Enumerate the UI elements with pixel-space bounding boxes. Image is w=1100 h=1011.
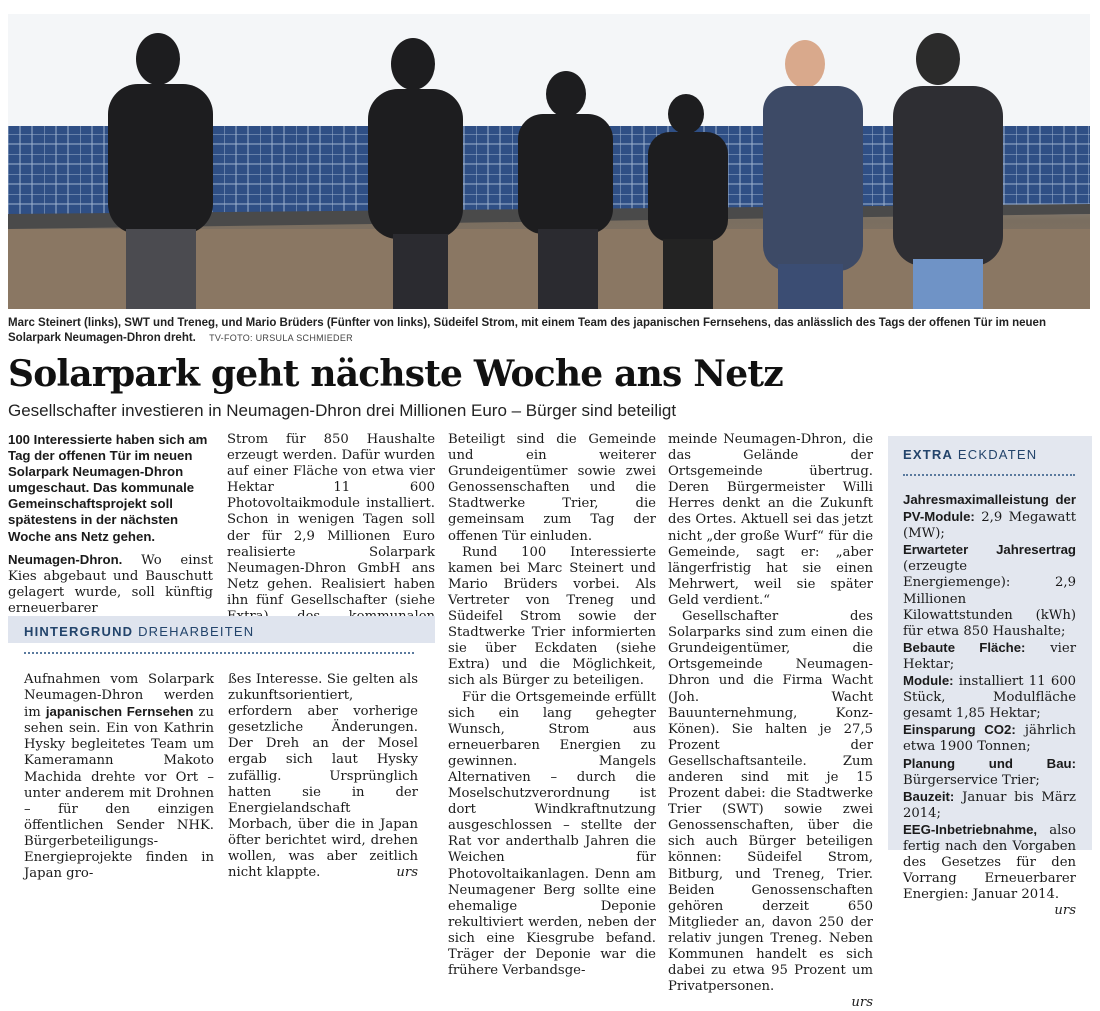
author-signature: urs (851, 995, 873, 1011)
fact-label: Jahresmaximalleistung der PV-Module: (903, 492, 1076, 525)
extra-topic: ECKDATEN (957, 447, 1038, 462)
body-paragraph: Rund 100 Interessierte kamen bei Marc Steinert und Mario Brüders vorbei. Als Vertreter von Treneg und Südeifel Strom sowie der Stadtwerke Trier informierten sie über Eckdaten (siehe Extra) und die Möglichkeit, sich als Bürger zu beteiligen. (448, 544, 656, 689)
extra-label: EXTRA (903, 447, 954, 462)
fact-item (903, 821, 1076, 919)
extra-facts (903, 492, 1076, 919)
background-box-title (24, 624, 254, 639)
caption-text: Marc Steinert (links), SWT und Treneg, und Mario Brüders (Fünfter von links), Südeifel Strom, mit einem Team des japanischen Fernsehens, das anlässlich des Tags der offenen Tür im neuen Solarpark Neumagen-Dhron dreht. (8, 317, 1046, 344)
fact-item (903, 542, 1076, 640)
background-text: ßes Interesse. Sie gelten als zukunftsorientiert, erfordern aber vorherige gesetzliche Änderungen. Der Dreh an der Mosel ergab sich laut Hysky zufällig. Ursprünglich hatten sie in der Energielandschaft Morbach, über die in Japan öfter berichtet wird, drehen wollen, was aber zeitlich nicht klappte. (228, 672, 418, 881)
fact-value: Bürgerservice Trier; (903, 772, 1040, 788)
fact-label: Bebaute Fläche: (903, 639, 1026, 655)
background-text-col1 (24, 672, 214, 882)
fact-item (903, 673, 1076, 722)
fact-value: also fertig nach den Vorgaben des Gesetzes für den Vorrang Erneuerbarer Energien: Januar 2014. (903, 822, 1076, 903)
photo-credit: TV-FOTO: URSULA SCHMIEDER (209, 333, 353, 343)
article-photo (8, 14, 1090, 309)
fact-label: Module: (903, 673, 954, 689)
headline: Solarpark geht nächste Woche ans Netz (8, 353, 783, 395)
extra-signature: urs (1054, 903, 1076, 919)
fact-item (903, 722, 1076, 755)
background-topic: DREHARBEITEN (138, 624, 255, 639)
body-paragraph: Wo einst Kies abgebaut und Bauschutt gelagert wurde, soll künftig erneuerbarer (8, 553, 213, 617)
fact-value: 2,9 Megawatt (MW); (903, 510, 1076, 542)
body-paragraph: meinde Neumagen-Dhron, die das Gelände der Ortsgemeinde übertrug. Deren Bürgermeister Willi Herres denkt an die Zukunft des Ortes. Aktuell sei das jetzt nicht „der große Wurf“ für die Gemeinde, sagt er: „aber längerfristig hat sie einen Mehrwert, weil sie später Geld verdient.“ (668, 432, 873, 608)
body-paragraph: Für die Ortsgemeinde erfüllt sich ein lang gehegter Wunsch, Strom aus erneuerbaren Energien zu gewinnen. Mangels Alternativen – durch die Moselschutzverordnung ist dort Windkraftnutzung ausgeschlossen – stellte der Rat vor anderthalb Jahren die Weichen für Photovoltaikanlagen. Denn am Neumagener Berg sollte eine ehemalige Deponie rekultiviert werden, neben der sich eine Kiesgrube befand. Träger der Deponie war die frühere Verbandsge- (448, 689, 656, 979)
body-paragraph: Gesellschafter des Solarparks sind zum einen die Grundeigentümer, die Ortsgemeinde Neumagen-Dhron und die Firma Wacht (Joh. Wacht Bauunternehmung, Konz-Könen). Sie halten je 27,5 Prozent der Gesellschaftsanteile. Zum anderen sind mit je 15 Prozent dabei: die Stadtwerke Trier (SWT) sowie zwei Genossenschaften, über die sich auch Bürger beteiligen können: Südeifel Strom, Bitburg, und Treneg, Trier. Beiden Genossenschaften gehören derzeit 650 Mitglieder an, davon 250 der relativ jungen Treneg. Neben Kommunen handelt es sich dabei zu etwa 95 Prozent um Privatpersonen. (668, 609, 873, 995)
article-body-col4 (668, 432, 873, 1011)
background-text-bold: japanischen Fernsehen (45, 704, 194, 720)
fact-label: Erwarteter Jahresertrag (903, 542, 1076, 558)
background-text: Aufnahmen vom Solarpark Neumagen-Dhron werden im (24, 672, 214, 721)
extra-box-title (903, 447, 1037, 462)
body-paragraph: Beteiligt sind die Gemeinde und ein weiterer Grundeigentümer sowie zwei Genossenschaften und die Stadtwerke Trier, die gemeinsam zum Tag der offenen Tür einluden. (448, 432, 656, 544)
fact-value: (erzeugte Energiemenge): 2,9 Millionen Kilowattstunden (kWh) für etwa 850 Haushalte; (903, 559, 1076, 639)
article-body-col1 (8, 552, 213, 617)
photo-caption (8, 316, 1090, 346)
fact-item (903, 640, 1076, 673)
body-paragraph: Strom für 850 Haushalte erzeugt werden. Dafür wurden auf einer Fläche von etwa vier Hektar 11 600 Photovoltaikmodule installiert. Schon in wenigen Tagen soll der für 2,9 Millionen Euro realisierte Solarpark Neumagen-Dhron GmbH ans Netz gehen. Realisiert haben ihn fünf Gesellschafter (siehe (227, 432, 435, 608)
fact-value: Januar bis März 2014; (903, 789, 1076, 821)
fact-item (903, 756, 1076, 789)
article-body-col3 (448, 432, 656, 979)
background-label: HINTERGRUND (24, 624, 134, 639)
article-lead: 100 Interessierte haben sich am Tag der offenen Tür im neuen Solarpark Neumagen-Dhron umgeschaut. Das kommunale Gemeinschaftsprojekt soll spätestens in der nächsten Woche ans Netz gehen. (8, 432, 208, 544)
fact-label: Planung und Bau: (903, 755, 1076, 771)
fact-value: installiert 11 600 Stück, Modulfläche gesamt 1,85 Hektar; (903, 674, 1076, 722)
fact-value: jährlich etwa 1900 Tonnen; (903, 723, 1076, 755)
fact-label: Bauzeit: (903, 788, 955, 804)
fact-label: EEG-Inbetriebnahme, (903, 821, 1038, 837)
fact-item (903, 492, 1076, 542)
fact-label: Einsparung CO2: (903, 722, 1016, 738)
background-text: zu sehen sein. Ein von Kathrin Hysky begleitetes Team um Kameramann Makoto Machida drehte vor Ort – unter anderem mit Drohnen – für den einzigen öffentlichen Sender NHK. Bürgerbeteiligungs-Energieprojekte finden in Japan gro- (24, 705, 214, 882)
fact-item (903, 789, 1076, 822)
dotted-divider (24, 652, 414, 654)
article-body-col2 (227, 432, 435, 641)
dateline: Neumagen-Dhron. (8, 552, 123, 567)
background-signature: urs (396, 865, 418, 881)
dotted-divider (903, 474, 1075, 476)
fact-value: vier Hektar; (903, 640, 1076, 672)
subheadline: Gesellschafter investieren in Neumagen-Dhron drei Millionen Euro – Bürger sind beteiligt (8, 401, 677, 420)
background-text-col2 (228, 672, 418, 881)
solar-park-photo (8, 14, 1090, 309)
